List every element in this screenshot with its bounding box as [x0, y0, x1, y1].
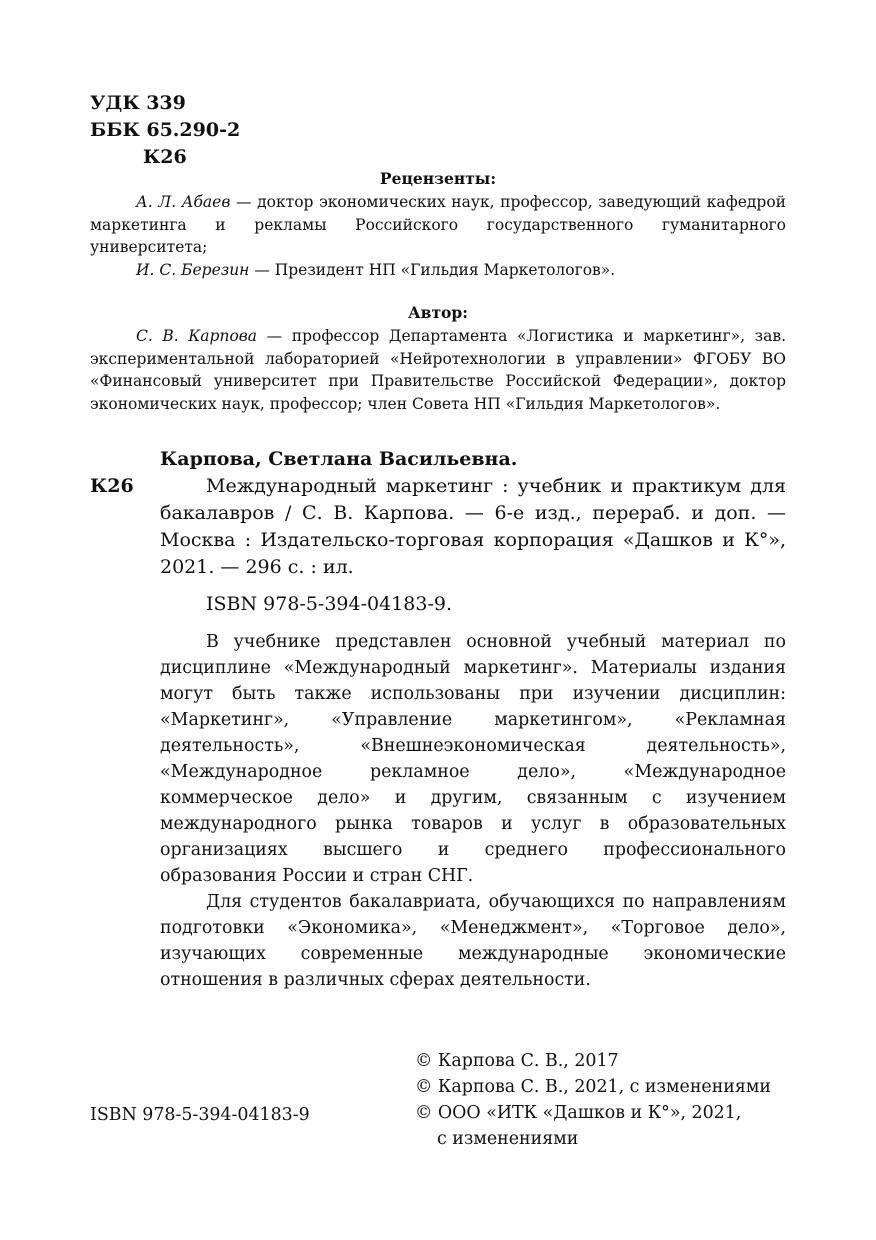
copyright-3: © ООО «ИТК «Дашков и К°», 2021, — [415, 1103, 742, 1123]
catalog-isbn: ISBN 978-5-394-04183-9. — [206, 593, 453, 615]
udk-code: УДК 339 — [90, 92, 186, 114]
author-heading: Автор: — [408, 303, 468, 322]
annotation-paragraph-1: В учебнике представлен основной учебный материал по дисциплине «Международный маркетинг». Материалы издания могут быть также использованы при изучении дисциплин: «Маркетинг», «Управление маркетингом», «Рекламная деятельность», «Внешнеэкономическая деятельность», «Международное рекламное дело», «Международное коммерческое дело» и другим, связанным с изучением международного рынка товаров и услуг в образовательных организациях высшего и среднего профессионального образования России и стран СНГ. — [160, 632, 786, 886]
author-desc: — профессор Департамента «Логистика и маркетинг», зав. экспериментальной лабораторией «Нейротехнологии в управлении» ФГОБУ ВО «Финансовый университет при Правительстве Российской Федерации», доктор экономических наук, профессор; член Совета НП «Гильдия Маркетологов». — [90, 327, 786, 413]
reviewer-2 — [90, 259, 786, 282]
author-info — [90, 325, 786, 415]
reviewer-2-desc: — Президент НП «Гильдия Маркетологов». — [249, 260, 616, 279]
classification-codes — [90, 90, 240, 171]
author-name: С. В. Карпова — [136, 327, 258, 345]
copyright-2: © Карпова С. В., 2021, с изменениями — [415, 1077, 771, 1097]
reviewer-1 — [90, 191, 786, 259]
isbn-bottom: ISBN 978-5-394-04183-9 — [90, 1105, 310, 1125]
reviewer-1-desc: — доктор экономических наук, профессор, заведующий кафедрой маркетинга и рекламы Российского государственного гуманитарного университета; — [90, 193, 787, 256]
author-mark: К26 — [143, 146, 187, 168]
copyright-1: © Карпова С. В., 2017 — [415, 1051, 619, 1071]
catalog-entry — [160, 473, 786, 618]
annotation-paragraph-2: Для студентов бакалавриата, обучающихся по направлениям подготовки «Экономика», «Менеджмент», «Торговое дело», изучающих современные международные экономические отношения в различных сферах деятельности. — [160, 892, 786, 990]
catalog-heading: Карпова, Светлана Васильевна. — [160, 448, 518, 470]
reviewer-1-name: А. Л. Абаев — [136, 193, 231, 211]
author-block — [90, 325, 786, 415]
copyright-block — [415, 1048, 771, 1152]
reviewer-2-name: И. С. Березин — [136, 260, 250, 279]
annotation — [160, 629, 786, 993]
bbk-code: ББК 65.290-2 — [90, 119, 241, 141]
reviewers-block — [90, 191, 786, 281]
reviewers-heading: Рецензенты: — [379, 169, 497, 188]
copyright-3-continued: с изменениями — [437, 1129, 579, 1149]
catalog-sign: К26 — [90, 475, 134, 497]
catalog-description: Международный маркетинг : учебник и практикум для бакалавров / С. В. Карпова. — 6-е изд., перераб. и доп. — Москва : Издательско-торговая корпорация «Дашков и К°», 2021. — 296 с. : ил. — [160, 475, 786, 578]
